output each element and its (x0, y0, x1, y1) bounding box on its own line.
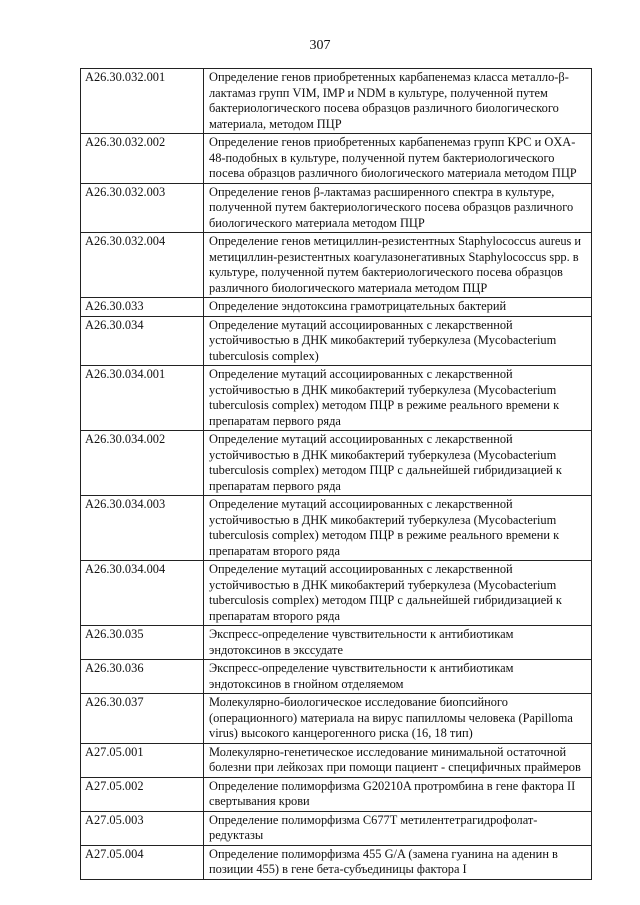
service-description: Определение генов метициллин-резистентных Staphylococcus aureus и метициллин-резистентных коагулазонегативных Staphylococcus spp. в культуре, полученной путем бактериологического посева образцов различного биологического материала методом ПЦР (204, 233, 592, 298)
service-code: A26.30.033 (81, 298, 204, 317)
service-code: A26.30.034 (81, 316, 204, 366)
service-code: A26.30.032.004 (81, 233, 204, 298)
service-code: A27.05.003 (81, 811, 204, 845)
service-description: Определение эндотоксина грамотрицательных бактерий (204, 298, 592, 317)
table-row (81, 811, 592, 845)
table-row (81, 496, 592, 561)
service-code: A26.30.034.001 (81, 366, 204, 431)
service-description: Молекулярно-генетическое исследование минимальной остаточной болезни при лейкозах при помощи пациент - специфичных праймеров (204, 743, 592, 777)
table-row (81, 561, 592, 626)
page-number: 307 (309, 38, 331, 53)
medical-services-table (80, 68, 592, 880)
table-row (81, 626, 592, 660)
table-row (81, 316, 592, 366)
service-code: A26.30.032.002 (81, 134, 204, 184)
service-code: A26.30.032.003 (81, 183, 204, 233)
service-code: A26.30.034.002 (81, 431, 204, 496)
service-description: Экспресс-определение чувствительности к антибиотикам эндотоксинов в гнойном отделяемом (204, 660, 592, 694)
table-row (81, 134, 592, 184)
service-description: Определение полиморфизма 455 G/A (замена гуанина на аденин в позиции 455) в гене бета-субъединицы фактора I (204, 845, 592, 879)
table-row (81, 660, 592, 694)
service-code: A27.05.002 (81, 777, 204, 811)
service-description: Молекулярно-биологическое исследование биопсийного (операционного) материала на вирус папилломы человека (Papilloma virus) высокого канцерогенного риска (16, 18 тип) (204, 694, 592, 744)
service-description: Определение мутаций ассоциированных с лекарственной устойчивостью в ДНК микобактерий туберкулеза (Mycobacterium tuberculosis complex) методом ПЦР в режиме реального времени к препаратам второго ряда (204, 496, 592, 561)
service-code: A26.30.032.001 (81, 69, 204, 134)
service-description: Определение генов β-лактамаз расширенного спектра в культуре, полученной путем бактериологического посева образцов различного биологического материала методом ПЦР (204, 183, 592, 233)
table-row (81, 183, 592, 233)
service-description: Определение генов приобретенных карбапенемаз групп KPC и OXA-48-подобных в культуре, полученной путем бактериологического посева образцов различного биологического материала методом ПЦР (204, 134, 592, 184)
table-row (81, 298, 592, 317)
table-row (81, 69, 592, 134)
table-row (81, 743, 592, 777)
table-row (81, 233, 592, 298)
service-description: Определение генов приобретенных карбапенемаз класса металло-β-лактамаз групп VIM, IMP и NDM в культуре, полученной путем бактериологического посева образцов различного биологического материала, методом ПЦР (204, 69, 592, 134)
table-row (81, 845, 592, 879)
service-description: Определение мутаций ассоциированных с лекарственной устойчивостью в ДНК микобактерий туберкулеза (Mycobacterium tuberculosis complex) методом ПЦР в режиме реального времени к препаратам первого ряда (204, 366, 592, 431)
service-description: Определение мутаций ассоциированных с лекарственной устойчивостью в ДНК микобактерий туберкулеза (Mycobacterium tuberculosis complex) (204, 316, 592, 366)
table-row (81, 366, 592, 431)
service-code: A26.30.036 (81, 660, 204, 694)
service-description: Определение полиморфизма C677T метилентетрагидрофолат-редуктазы (204, 811, 592, 845)
table-row (81, 694, 592, 744)
service-code: A26.30.035 (81, 626, 204, 660)
service-description: Определение полиморфизма G20210A протромбина в гене фактора II свертывания крови (204, 777, 592, 811)
table-row (81, 777, 592, 811)
service-code: A26.30.034.004 (81, 561, 204, 626)
service-description: Определение мутаций ассоциированных с лекарственной устойчивостью в ДНК микобактерий туберкулеза (Mycobacterium tuberculosis complex) методом ПЦР с дальнейшей гибридизацией к препаратам первого ряда (204, 431, 592, 496)
service-code: A26.30.034.003 (81, 496, 204, 561)
service-code: A26.30.037 (81, 694, 204, 744)
table-row (81, 431, 592, 496)
service-code: A27.05.004 (81, 845, 204, 879)
service-description: Экспресс-определение чувствительности к антибиотикам эндотоксинов в экссудате (204, 626, 592, 660)
service-description: Определение мутаций ассоциированных с лекарственной устойчивостью в ДНК микобактерий туберкулеза (Mycobacterium tuberculosis complex) методом ПЦР с дальнейшей гибридизацией к препаратам второго ряда (204, 561, 592, 626)
service-code: A27.05.001 (81, 743, 204, 777)
